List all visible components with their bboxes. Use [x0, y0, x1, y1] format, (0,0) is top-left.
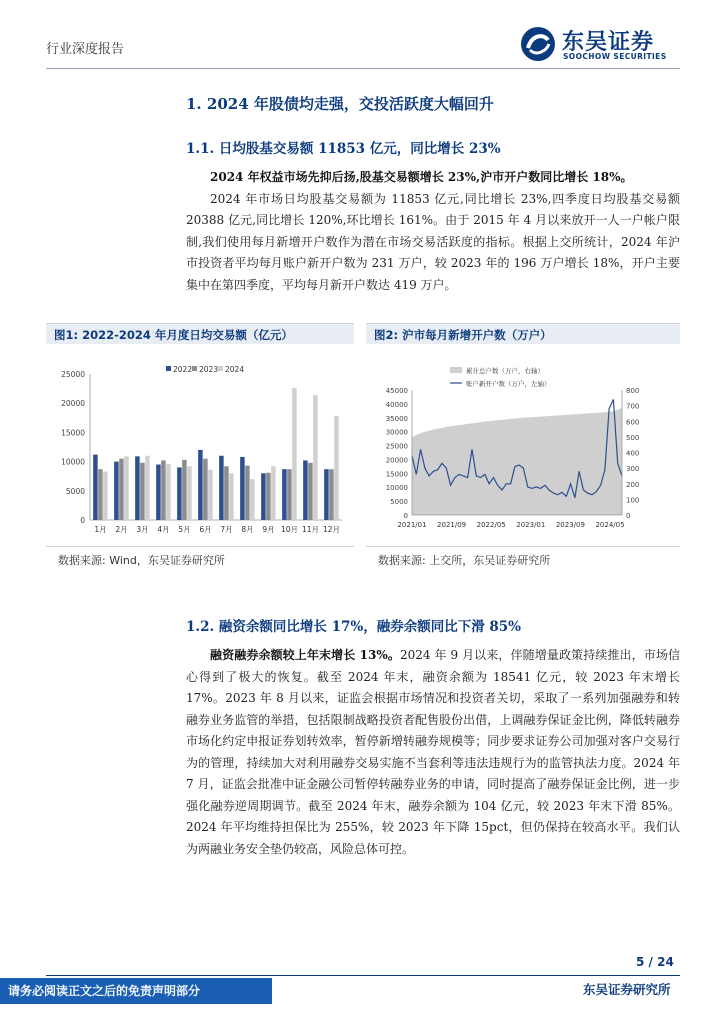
legend-label-new: 账户新开户数（万户，左轴）: [466, 380, 551, 388]
legend-swatch-2023: [192, 366, 197, 371]
figure-2-source: 数据来源: 上交所，东吴证券研究所: [378, 554, 551, 567]
y-tick-label: 25000: [61, 370, 85, 379]
company-logo-icon: [520, 26, 558, 62]
left-axis-tick-label: 100: [626, 496, 640, 505]
figure-2-title: 图2: 沪市每月新增开户数（万户）: [374, 328, 552, 342]
new-accounts-chart: [368, 350, 680, 545]
x-tick-label: 2月: [115, 525, 128, 534]
section-1-1-lead: 2024 年权益市场先抑后扬,股基交易额增长 23%,沪市开户数同比增长 18%。: [210, 170, 633, 184]
bar-2023-6月: [203, 459, 208, 520]
left-axis-tick-label: 300: [626, 465, 640, 474]
section-1-2-body: 2024 年 9 月以来，伴随增量政策持续推出，市场信心得到了极大的恢复。截至 2024 年末，融资余额为 18541 亿元，较 2023 年末增长 17%。2023 年 8 月以来，证监会根据市场情况和投资者关切，采取了一系列加强融券和转融券业务监管的举措，包括限制战略投资者配售股份出借，上调融券保证金比例，降低转融券市场化约定申报证券划转效率，暂停新增转融券规模等；同步要求证券公司加强对客户交易行为的管理，持续加大对利用融券交易实施不当套利等违法违规行为的监管执法力度。2024 年 7 月，证监会批准中证金融公司暂停转融券业务的申请，同时提高了融券保证金比例，进一步强化融券逆周期调节。截至 2024 年末，融券余额为 104 亿元，较 2023 年末下滑 85%。2024 年平均维持担保比为 255%，较 2023 年下降 15pct，但仍保持在较高水平。我们认为两融业务安全垫仍较高，风险总体可控。: [186, 648, 681, 856]
monthly-trading-chart: [50, 350, 350, 545]
x-tick-label: 8月: [241, 525, 254, 534]
figure-2-header: [366, 323, 680, 344]
bar-2023-7月: [224, 466, 229, 520]
bar-2023-12月: [329, 469, 334, 520]
legend-swatch-2022: [166, 366, 171, 371]
right-axis-tick-label: 20000: [385, 456, 408, 465]
x-tick-label: 2021/01: [397, 521, 427, 529]
section-1-1-body: 2024 年市场日均股基交易额为 11853 亿元,同比增长 23%,四季度日均股基交易额 20388 亿元,同比增长 120%,环比增长 161%。由于 2015 年 4 月以来放开一人一户帐户限制,我们使用每月新增开户数作为潜在市场交易活跃度的指标。根据上交所统计，2024 年沪市投资者平均每月账户新开户数为 231 万户，较 2023 年的 196 万户增长 18%，开户主要集中在第四季度，平均每月新开户数达 419 万户。: [186, 191, 680, 292]
x-tick-label: 4月: [157, 525, 170, 534]
x-tick-label: 10月: [280, 525, 299, 534]
x-tick-label: 12月: [322, 525, 341, 534]
legend-label-2023: 2023: [199, 365, 219, 374]
section-1-2-lead: 融资融券余额较上年末增长 13%。: [210, 648, 400, 662]
bar-2023-4月: [161, 460, 166, 520]
cumulative-accounts-area: [412, 408, 622, 515]
bar-2022-8月: [240, 457, 245, 520]
x-tick-label: 2024/05: [595, 521, 625, 529]
y-tick-label: 5000: [65, 486, 85, 496]
x-tick-label: 3月: [136, 525, 149, 534]
bar-2024-12月: [334, 416, 339, 520]
bar-2024-9月: [271, 466, 276, 520]
x-tick-label: 2021/09: [437, 521, 467, 529]
bar-2024-1月: [103, 472, 108, 520]
right-axis-tick-label: 15000: [385, 470, 408, 479]
bar-2024-3月: [145, 456, 150, 520]
left-axis-tick-label: 400: [626, 449, 640, 458]
right-axis-tick-label: 0: [403, 512, 408, 520]
bar-2022-11月: [303, 460, 308, 520]
y-tick-label: 15000: [61, 428, 85, 438]
bar-2024-2月: [124, 456, 128, 520]
section-1-2-title: 1.2. 融资余额同比增长 17%，融券余额同比下滑 85%: [186, 619, 522, 635]
bar-2024-7月: [229, 473, 234, 520]
y-tick-label: 20000: [61, 399, 85, 409]
right-axis-tick-label: 45000: [385, 387, 408, 395]
page-number: 5 / 24: [636, 955, 674, 969]
bar-2022-9月: [261, 473, 266, 520]
bar-2022-4月: [156, 465, 161, 520]
legend-label-cumulative: 累计总户数（万户，右轴）: [466, 367, 544, 375]
x-tick-label: 2023/09: [555, 521, 585, 529]
left-axis-tick-label: 600: [626, 418, 640, 427]
left-axis-tick-label: 700: [626, 402, 640, 411]
left-axis-tick-label: 0: [626, 512, 631, 520]
right-axis-tick-label: 35000: [385, 414, 408, 423]
section-1-2-paragraph: [186, 645, 680, 860]
left-axis-tick-label: 500: [626, 433, 640, 442]
section-1-1-title: 1.1. 日均股基交易额 11853 亿元，同比增长 23%: [186, 141, 501, 157]
footer-org: 东吴证券研究所: [583, 982, 671, 997]
disclaimer-banner: 请务必阅读正文之后的免责声明部分: [0, 978, 272, 1004]
bar-2024-11月: [313, 395, 318, 520]
bar-2023-5月: [182, 460, 187, 520]
bar-2022-5月: [177, 467, 182, 520]
x-tick-label: 5月: [178, 525, 191, 534]
bar-2024-8月: [250, 479, 255, 520]
bar-2022-1月: [93, 455, 98, 520]
figure-2-divider: [366, 546, 680, 547]
bar-2022-3月: [135, 456, 140, 520]
section-1-title: 1. 2024 年股债均走强，交投活跃度大幅回升: [186, 95, 494, 113]
legend-swatch-2024: [218, 366, 223, 371]
right-axis-tick-label: 10000: [385, 484, 408, 493]
bar-2023-9月: [266, 473, 271, 520]
legend-swatch-cumulative: [450, 367, 462, 373]
x-tick-label: 2022/05: [476, 521, 506, 529]
x-tick-label: 2023/01: [516, 521, 546, 529]
x-tick-label: 6月: [199, 525, 212, 534]
figure-1-title: 图1: 2022-2024 年月度日均交易额（亿元）: [54, 328, 293, 342]
bar-2023-8月: [245, 466, 250, 520]
footer-divider: [46, 975, 680, 976]
figure-1-divider: [46, 546, 354, 547]
x-tick-label: 1月: [94, 525, 107, 534]
logo-chinese-name: 东吴证券: [562, 30, 655, 55]
bar-2023-1月: [98, 469, 103, 520]
report-type-label: 行业深度报告: [46, 42, 125, 57]
bar-2024-5月: [187, 466, 192, 520]
bar-2023-3月: [140, 463, 145, 520]
logo-english-name: SOOCHOW SECURITIES: [563, 52, 667, 61]
bar-2022-7月: [219, 456, 224, 520]
bar-2023-11月: [308, 463, 313, 520]
left-axis-tick-label: 800: [626, 387, 640, 395]
right-axis-tick-label: 40000: [385, 400, 408, 409]
x-tick-label: 9月: [262, 525, 275, 534]
section-1-1-paragraph: [186, 167, 680, 296]
figure-1-header: [46, 323, 354, 344]
right-axis-tick-label: 30000: [385, 428, 408, 437]
y-tick-label: 10000: [61, 457, 85, 467]
right-axis-tick-label: 25000: [385, 442, 408, 451]
legend-label-2024: 2024: [225, 365, 245, 374]
bar-2022-10月: [282, 469, 287, 520]
bar-2024-10月: [292, 388, 297, 520]
y-tick-label: 0: [80, 516, 85, 525]
header-divider: [46, 68, 680, 69]
bar-2022-2月: [114, 462, 119, 520]
bar-2022-6月: [198, 450, 203, 520]
bar-2023-2月: [119, 459, 124, 520]
bar-2024-4月: [166, 464, 171, 520]
bar-2023-10月: [287, 469, 292, 520]
right-axis-tick-label: 5000: [390, 498, 408, 507]
left-axis-tick-label: 200: [626, 480, 640, 489]
x-tick-label: 7月: [220, 525, 233, 534]
figure-1-source: 数据来源: Wind，东吴证券研究所: [58, 554, 225, 567]
legend-label-2022: 2022: [173, 365, 193, 374]
x-tick-label: 11月: [301, 525, 320, 534]
bar-2022-12月: [324, 469, 329, 520]
bar-2024-6月: [208, 470, 213, 520]
